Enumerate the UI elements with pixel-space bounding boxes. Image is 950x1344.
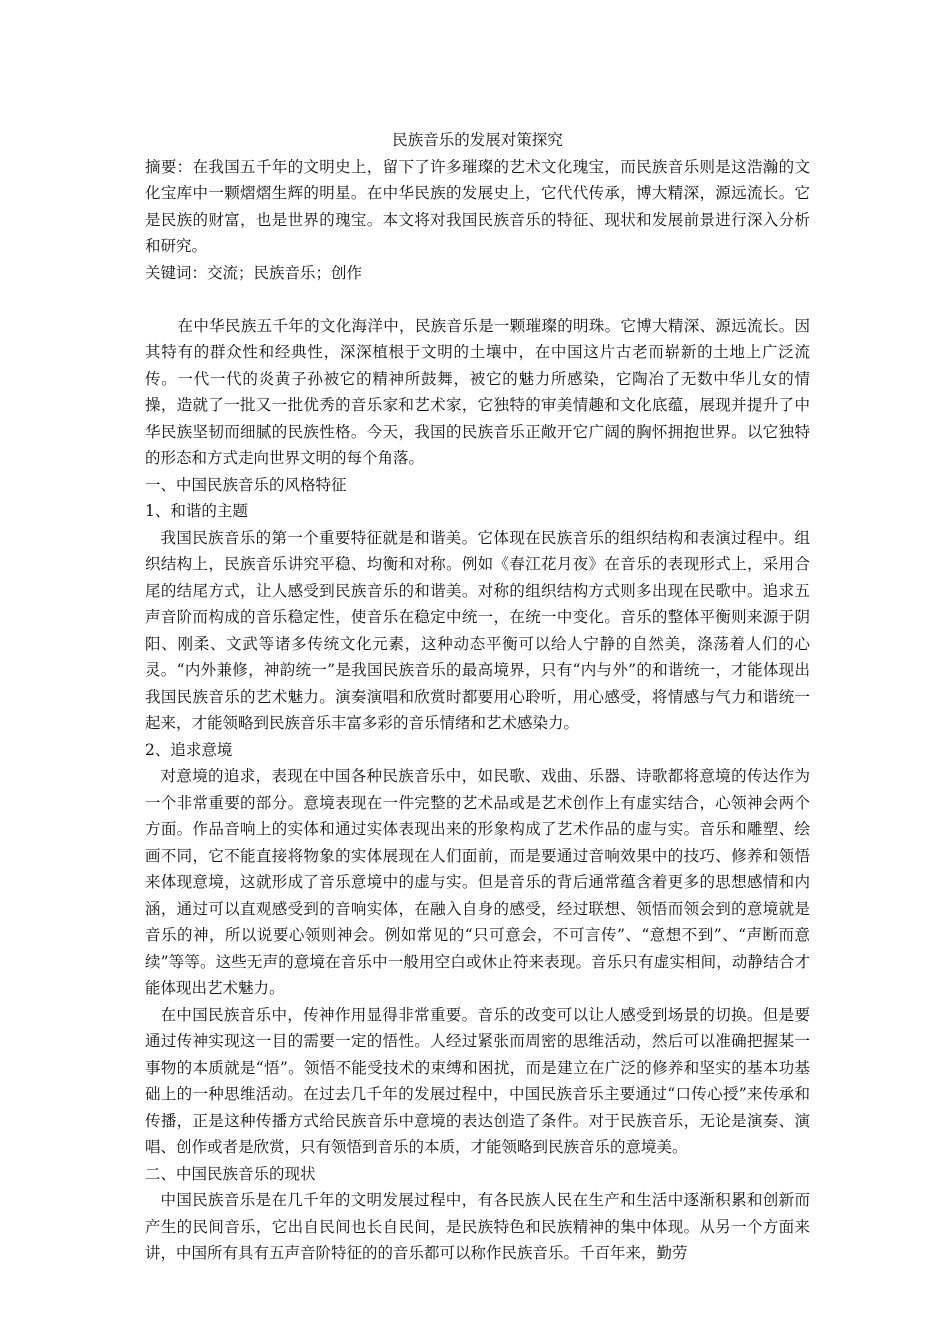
section-heading-2: 二、中国民族音乐的现状 — [145, 1164, 316, 1183]
subsection-heading-1: 1、和谐的主题 — [145, 502, 248, 520]
blank-line — [145, 286, 810, 313]
abstract-paragraph: 摘要：在我国五千年的文明史上，留下了许多璀璨的艺术文化瑰宝，而民族音乐则是这浩瀚的文化宝库中一颗熠熠生辉的明星。在中华民族的发展史上，它代代传承，博大精深，源远流长。它是民族的财富，也是世界的瑰宝。本文将对我国民族音乐的特征、现状和发展前景进行深入分析和研究。 — [145, 157, 810, 255]
subsection-heading-2: 2、追求意境 — [145, 740, 233, 759]
document-title: 民族音乐的发展对策探究 — [392, 131, 563, 149]
intro-paragraph: 在中华民族五千年的文化海洋中，民族音乐是一颗璀璨的明珠。它博大精深、源远流长。因其特有的群众性和经典性，深深植根于文明的土壤中，在中国这片古老而崭新的土地上广泛流传。一代一代的炎黄子孙被它的精神所鼓舞，被它的魅力所感染，它陶冶了无数中华儿女的情操，造就了一批又一批优秀的音乐家和艺术家，它独特的审美情趣和文化底蕴，展现并提升了中华民族坚韧而细腻的民族性格。今天，我国的民族音乐正敞开它广阔的胸怀拥抱世界。以它独特的形态和方式走向世界文明的每个角落。 — [145, 316, 810, 467]
document-page — [145, 127, 810, 1267]
section-heading-1: 一、中国民族音乐的风格特征 — [145, 475, 347, 494]
subsection-1-paragraph: 我国民族音乐的第一个重要特征就是和谐美。它体现在民族音乐的组织结构和表演过程中。组织结构上，民族音乐讲究平稳、均衡和对称。例如《春江花月夜》在音乐的表现形式上，采用合尾的结尾方式，让人感受到民族音乐的和谐美。对称的组织结构方式则多出现在民歌中。追求五声音阶而构成的音乐稳定性，使音乐在稳定中统一，在统一中变化。音乐的整体平衡则来源于阴阳、刚柔、文武等诸多传统文化元素，这种动态平衡可以给人宁静的自然美，涤荡着人们的心灵。“内外兼修，神韵统一”是我国民族音乐的最高境界，只有“内与外”的和谐统一，才能体现出我国民族音乐的艺术魅力。演奏演唱和欣赏时都要用心聆听，用心感受，将情感与气力和谐统一起来，才能领略到民族音乐丰富多彩的音乐情绪和艺术感染力。 — [145, 528, 810, 732]
subsection-2-paragraph-1: 对意境的追求，表现在中国各种民族音乐中，如民歌、戏曲、乐器、诗歌都将意境的传达作为一个非常重要的部分。意境表现在一件完整的艺术品或是艺术创作上有虚实结合，心领神会两个方面。作品音响上的实体和通过实体表现出来的形象构成了艺术作品的虚与实。音乐和雕塑、绘画不同，它不能直接将物象的实体展现在人们面前，而是要通过音响效果中的技巧、修养和领悟来体现意境，这就形成了音乐意境中的虚与实。但是音乐的背后通常蕴含着更多的思想感情和内涵，通过可以直观感受到的音响实体，在融入自身的感受，经过联想、领悟而领会到的意境就是音乐的神，所以说要心领则神会。例如常见的“只可意会，不可言传”、“意想不到”、“声断而意续”等等。这些无声的意境在音乐中一般用空白或休止符来表现。音乐只有虚实相间，动静结合才能体现出艺术魅力。 — [145, 767, 810, 997]
section-2-paragraph: 中国民族音乐是在几千年的文明发展过程中，有各民族人民在生产和生活中逐渐积累和创新而产生的民间音乐，它出自民间也长自民间，是民族特色和民族精神的集中体现。从另一个方面来讲，中国所有具有五声音阶特征的的音乐都可以称作民族音乐。千百年来，勤劳 — [145, 1191, 810, 1262]
subsection-2-paragraph-2: 在中国民族音乐中，传神作用显得非常重要。音乐的改变可以让人感受到场景的切换。但是要通过传神实现这一目的需要一定的悟性。人经过紧张而周密的思维活动，然后可以准确把握某一事物的本质就是“悟”。领悟不能受技术的束缚和困扰，而是建立在广泛的修养和坚实的基本功基础上的一种思维活动。在过去几千年的发展过程中，中国民族音乐主要通过“口传心授”来传承和传播，正是这种传播方式给民族音乐中意境的表达创造了条件。对于民族音乐，无论是演奏、演唱、创作或者是欣赏，只有领悟到音乐的本质，才能领略到民族音乐的意境美。 — [145, 1005, 810, 1156]
keywords-line: 关键词：交流；民族音乐；创作 — [145, 263, 363, 282]
